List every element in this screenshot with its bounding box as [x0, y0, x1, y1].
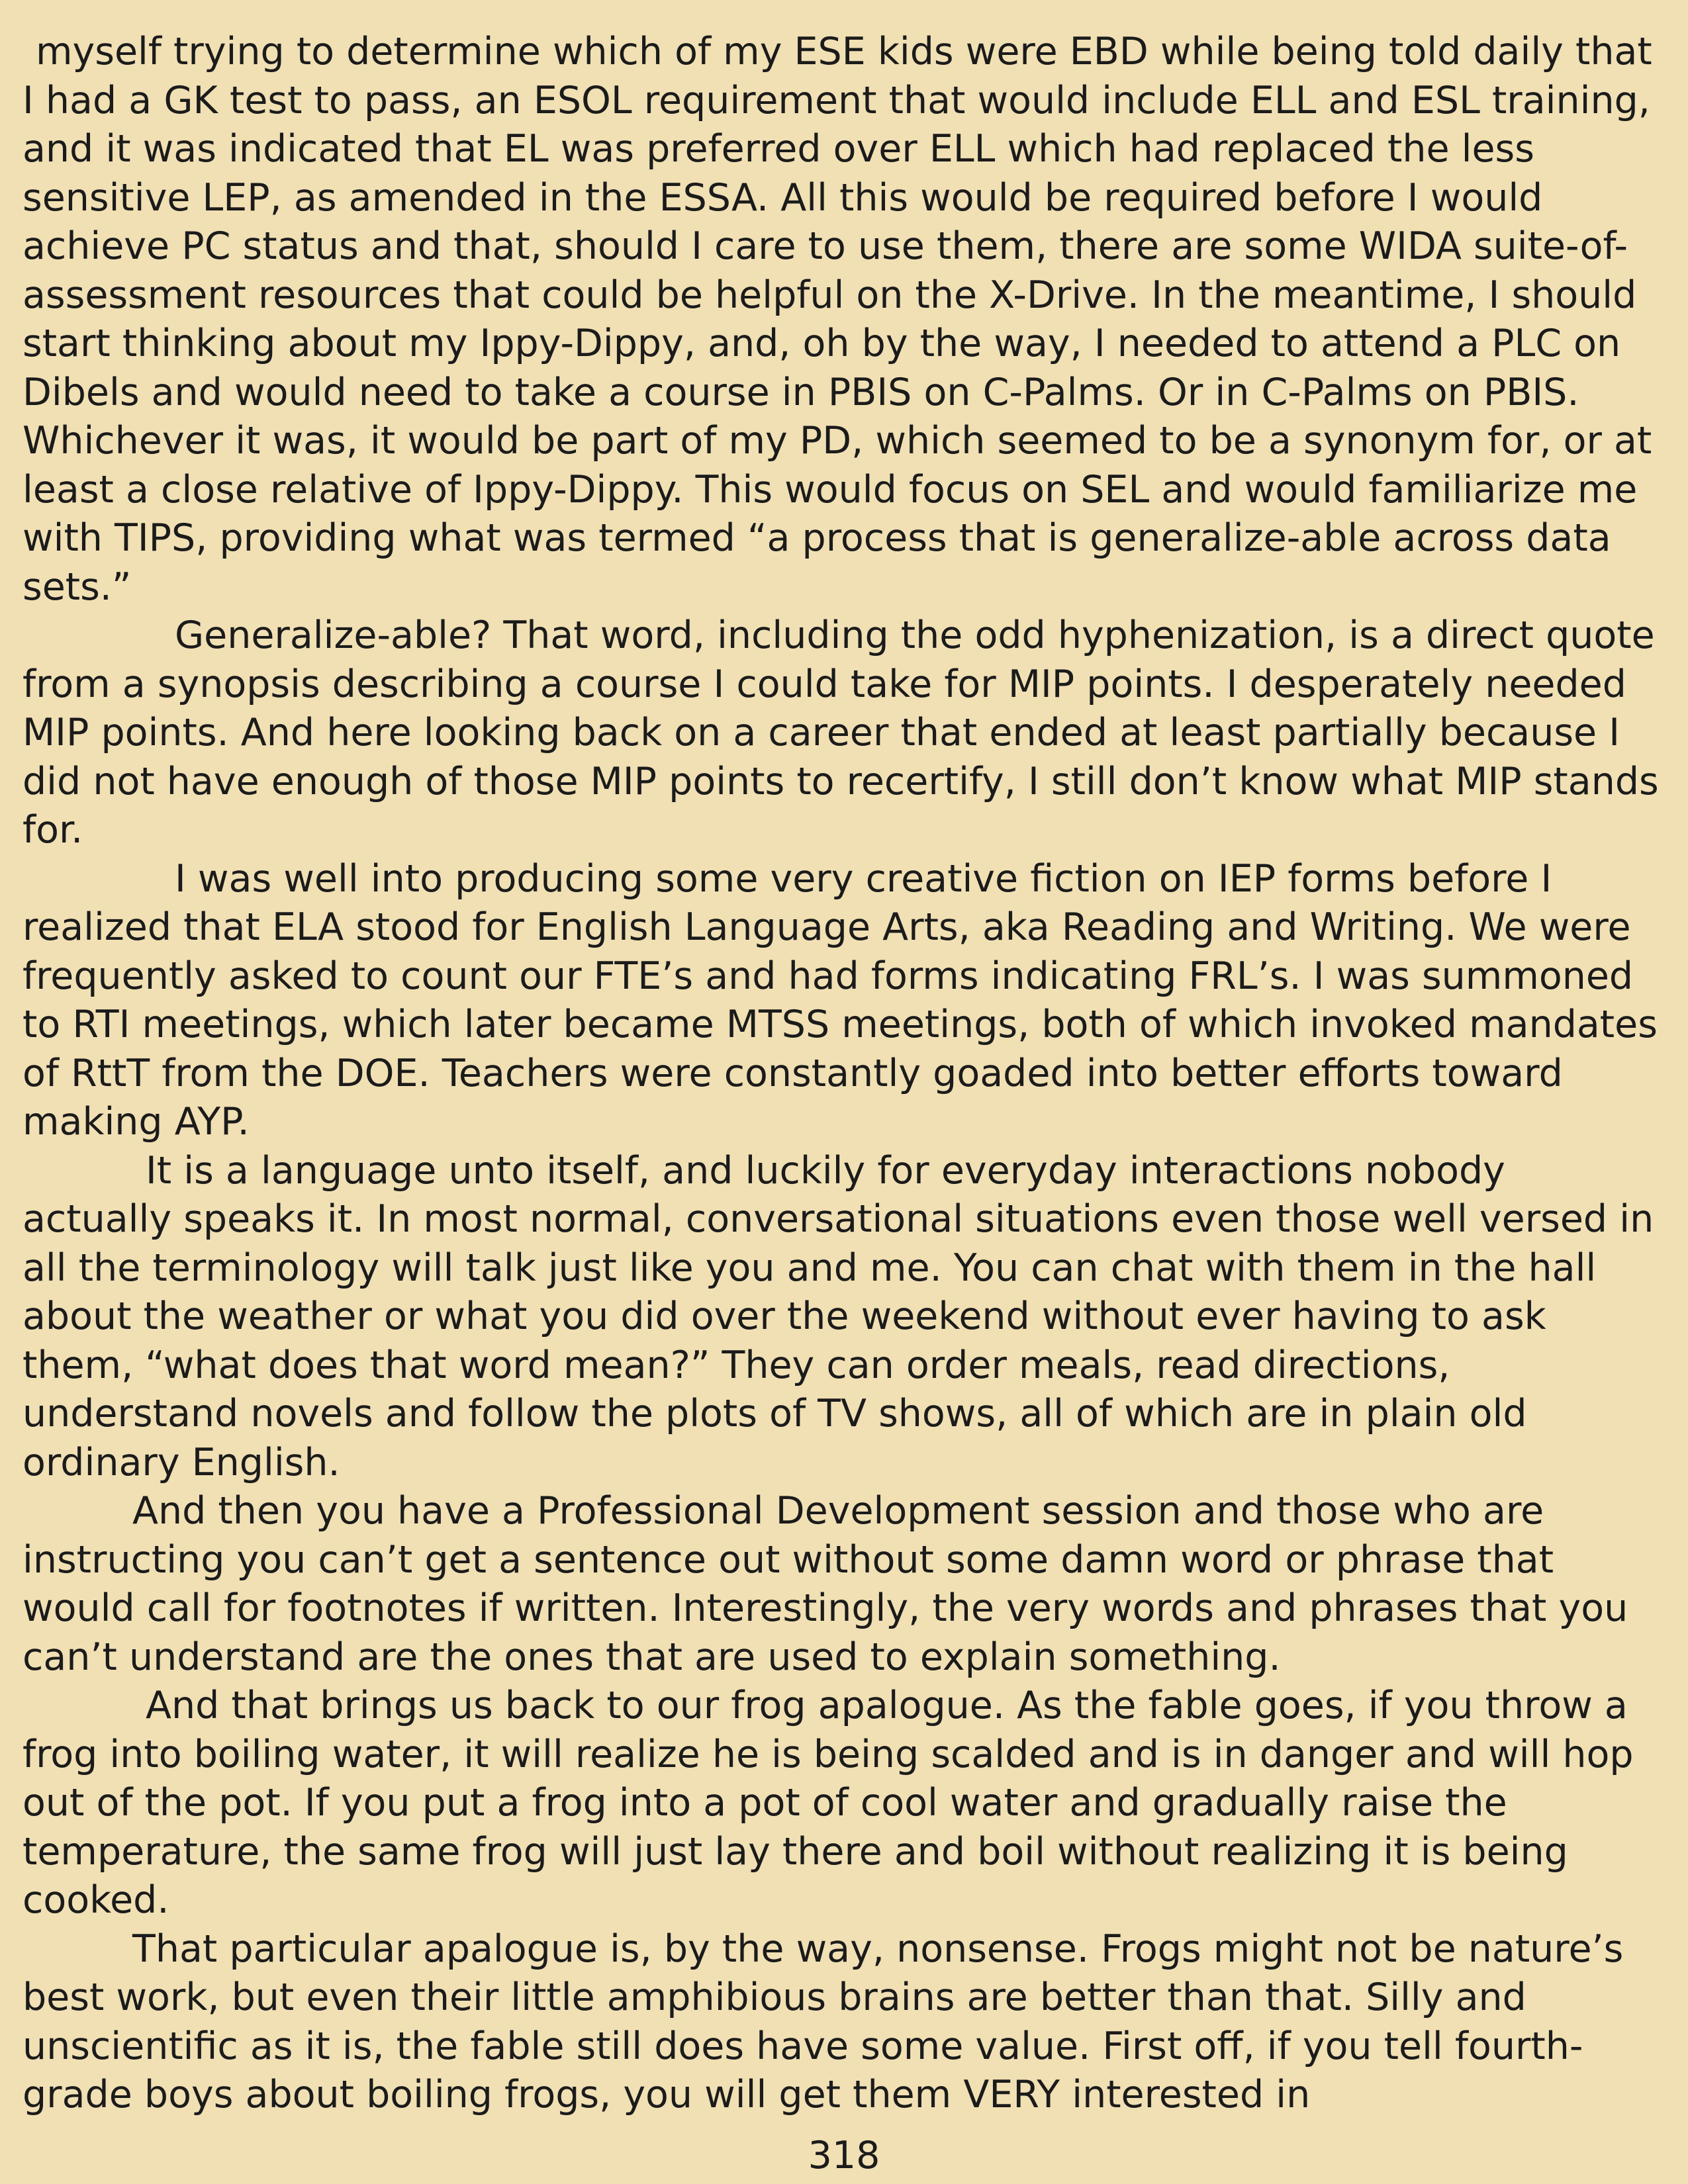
paragraph-frog-apalogue: And that brings us back to our frog apalogue. As the fable goes, if you throw a frog into boiling water, it will realize he is being scalded and is in danger and will hop out of the pot. If you put a frog into a pot of cool water and gradually raise the temperature, the same frog will just lay there and boil without realizing it is being cooked.: [23, 1684, 1634, 1922]
page-number: 318: [808, 2134, 880, 2177]
paragraph-language-unto-itself: It is a language unto itself, and luckily for everyday interactions nobody actually speaks it. In most normal, conversational situations even those well versed in all the terminology will talk just like you and me. You can chat with them in the hall about the weather or what you did over the weekend without ever having to ask them, “what does that word mean?” They can order meals, read directions, understand novels and follow the plots of TV shows, all of which are in plain old ordinary English.: [23, 1148, 1654, 1484]
paragraph-apalogue-nonsense: That particular apalogue is, by the way, nonsense. Frogs might not be nature’s best work, but even their little amphibious brains are better than that. Silly and unscientific as it is, the fable still does have some value. First off, if you tell fourth-grade boys about boiling frogs, you will get them VERY interested in: [23, 1927, 1624, 2116]
paragraph-iep-forms: I was well into producing some very creative fiction on IEP forms before I realized that ELA stood for English Language Arts, aka Reading and Writing. We were frequently asked to count our FTE’s and had forms indicating FRL’s. I was summoned to RTI meetings, which later became MTSS meetings, both of which invoked mandates of RttT from the DOE. Teachers were constantly goaded into better efforts toward making AYP.: [23, 856, 1658, 1144]
paragraph-professional-development: And then you have a Professional Development session and those who are instructing you can’t get a sentence out without some damn word or phrase that would call for footnotes if written. Interestingly, the very words and phrases that you can’t understand are the ones that are used to explain something.: [23, 1489, 1628, 1679]
paragraph-acronym-list: myself trying to determine which of my ESE kids were EBD while being told daily that I had a GK test to pass, an ESOL requirement that would include ELL and ESL training, and it was indicated that EL was preferred over ELL which had replaced the less sensitive LEP, as amended in the ESSA. All this would be required before I would achieve PC status and that, should I care to use them, there are some WIDA suite-of-assessment resources that could be helpful on the X-Drive. In the meantime, I should start thinking about my Ippy-Dippy, and, oh by the way, I needed to attend a PLC on Dibels and would need to take a course in PBIS on C-Palms. Or in C-Palms on PBIS. Whichever it was, it would be part of my PD, which seemed to be a synonym for, or at least a close relative of Ippy-Dippy. This would focus on SEL and would familiarize me with TIPS, providing what was termed “a process that is generalize-able across data sets.”: [23, 30, 1652, 609]
paragraph-generalize-able: Generalize-able? That word, including the odd hyphenization, is a direct quote from a synopsis describing a course I could take for MIP points. I desperately needed MIP points. And here looking back on a career that ended at least partially because I did not have enough of those MIP points to recertify, I still don’t know what MIP stands for.: [23, 614, 1659, 852]
